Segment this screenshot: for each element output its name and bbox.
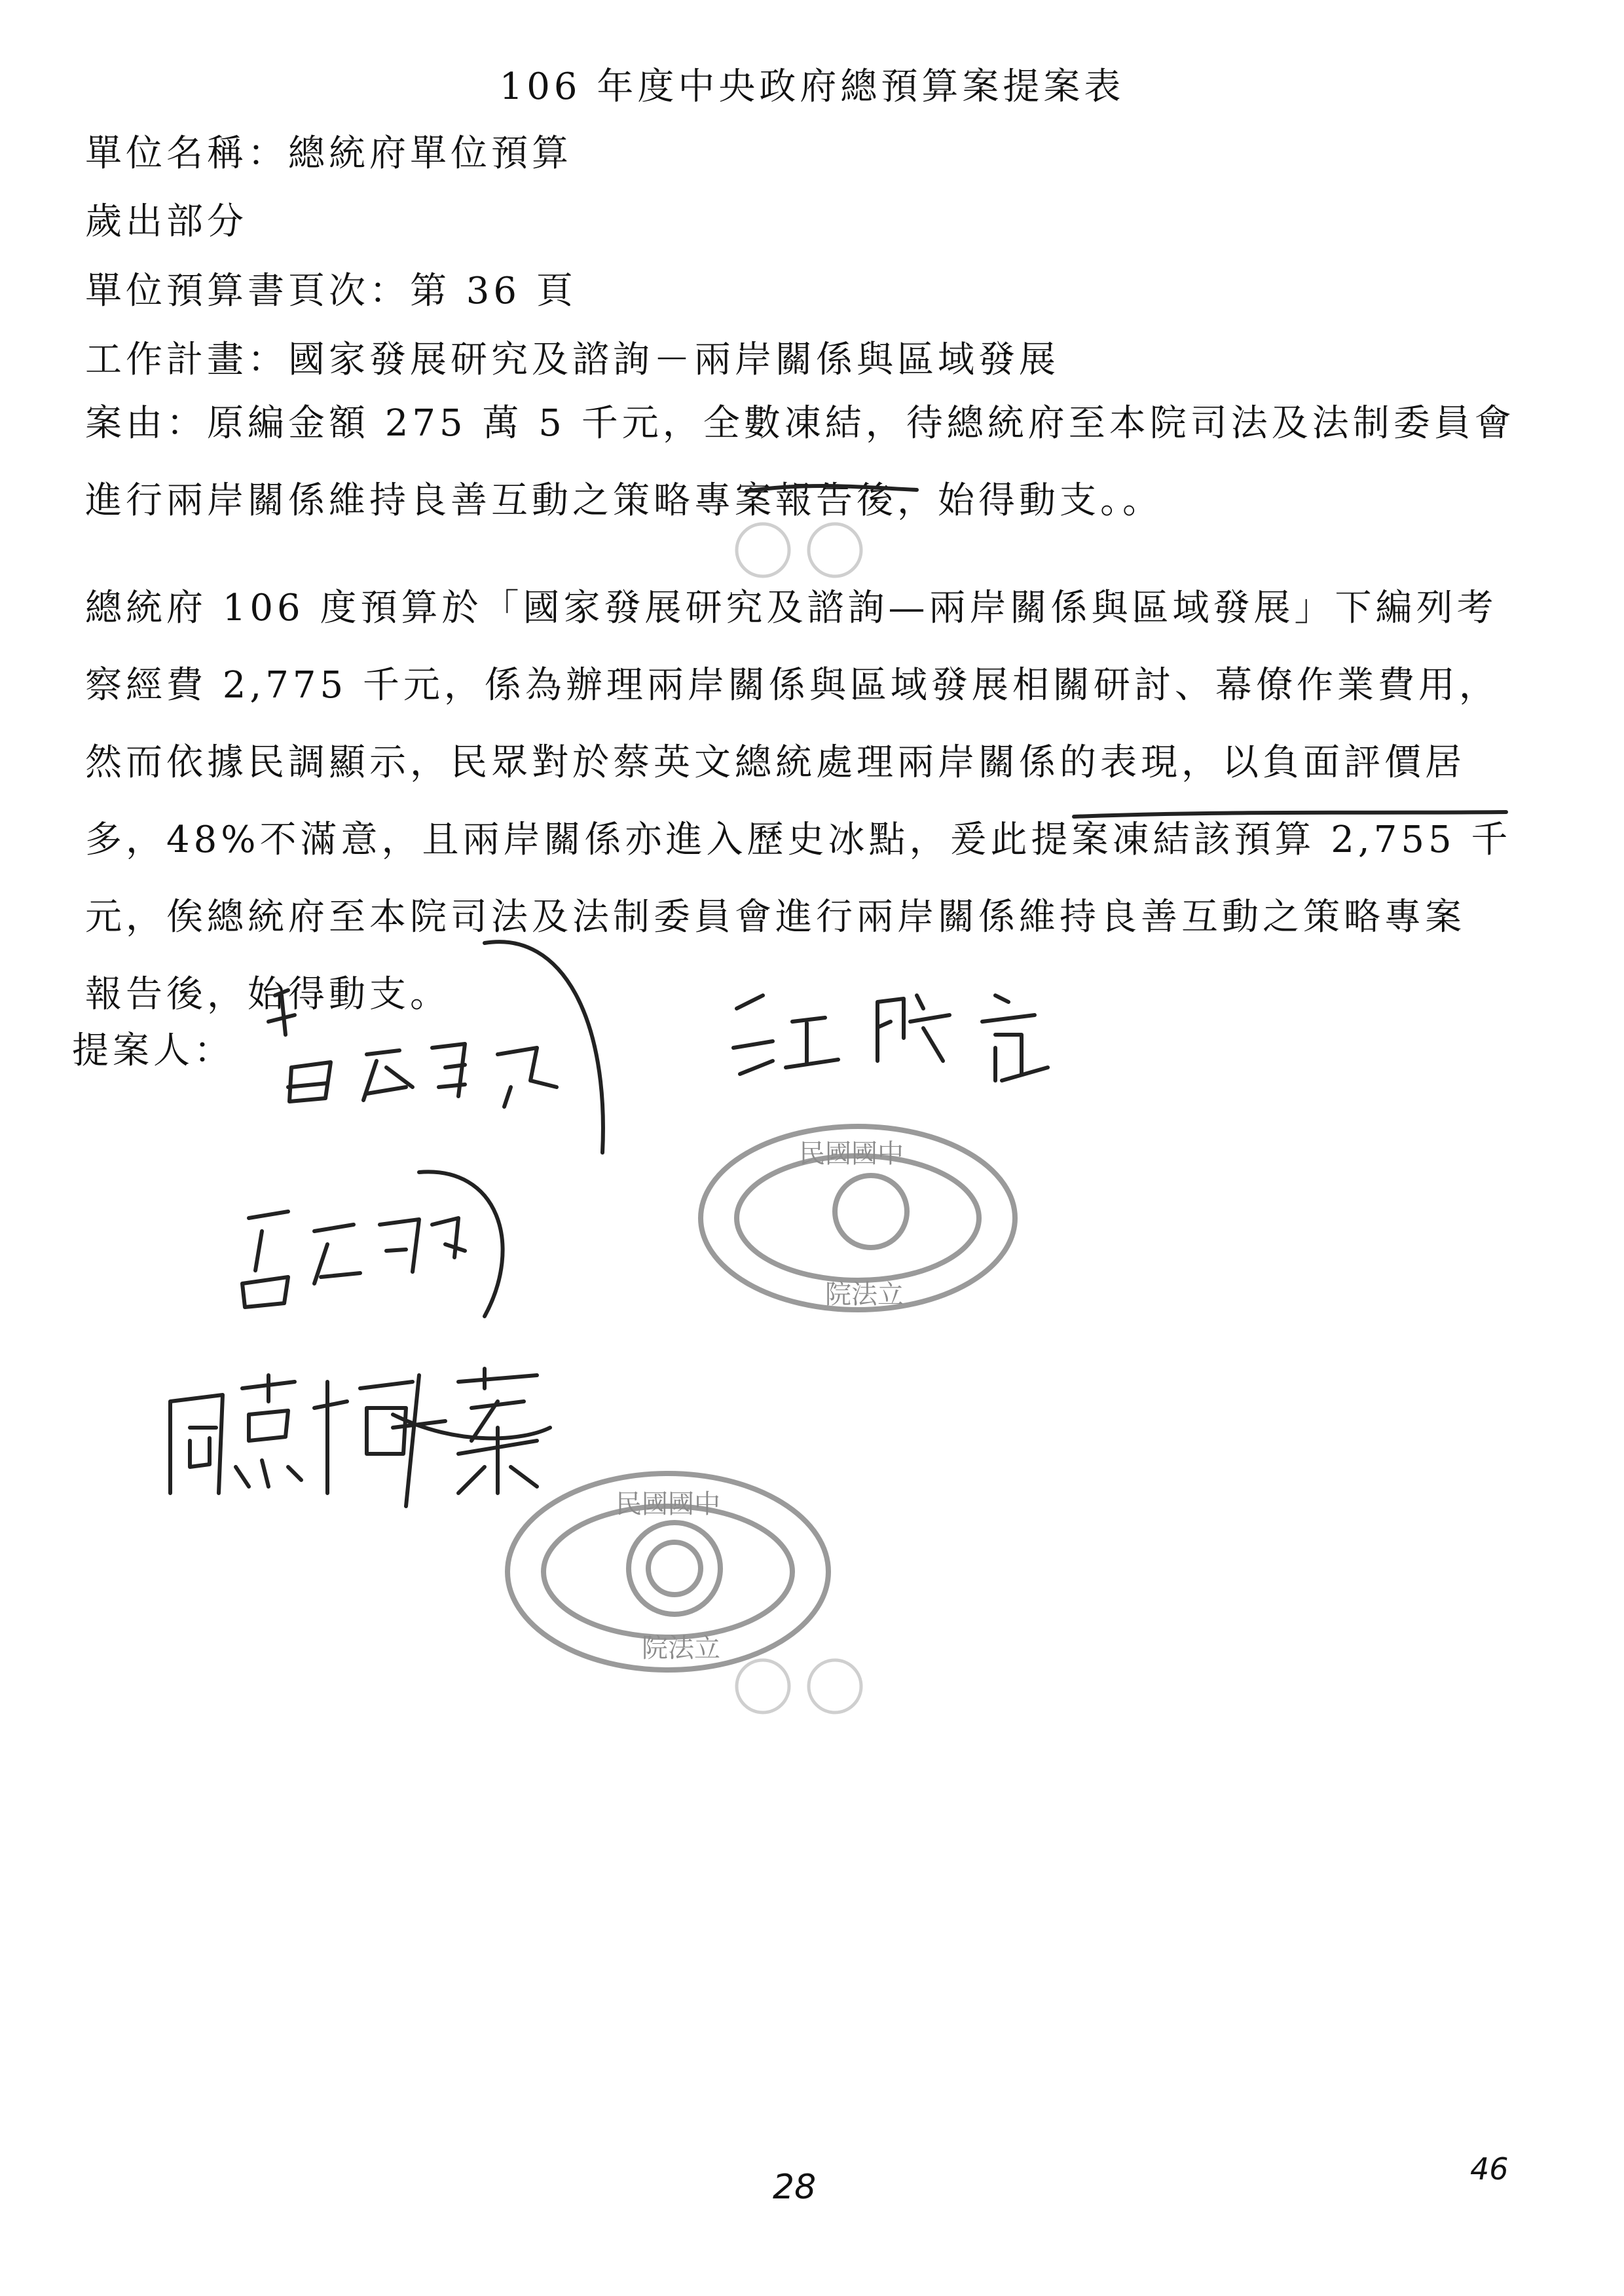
signature-1 [268,942,603,1153]
seal-bottom-text: 院法立 [825,1280,904,1310]
underline-mark [747,486,917,491]
body-line: 然而依據民調顯示，民眾對於蔡英文總統處理兩岸關係的表現，以負面評價居 [85,741,1466,784]
watermark-top [737,524,861,576]
signature-2 [733,995,1048,1081]
underline-mark [1074,812,1506,817]
section-label: 歲出部分 [85,200,248,243]
seal-top-text: 民國國中 [799,1139,904,1169]
document-title: 106 年度中央政府總預算案提案表 [499,65,1125,108]
unit-name: 單位名稱：總統府單位預算 [85,132,572,175]
official-seal [701,1126,1015,1310]
seal-bottom-text: 院法立 [642,1633,720,1663]
signature-4 [170,1369,550,1506]
body-line: 多，48%不滿意，且兩岸關係亦進入歷史冰點，爰此提案凍結該預算 2,755 千 [85,819,1512,861]
official-seal [507,1473,828,1670]
handwritten-corner-mark: 46 [1470,2151,1509,2187]
body-line: 元，俟總統府至本院司法及法制委員會進行兩岸關係維持良善互動之策略專案 [85,896,1466,938]
seal-top-text: 民國國中 [616,1489,720,1519]
reason-line: 案由：原編金額 275 萬 5 千元，全數凍結，待總統府至本院司法及法制委員會 [85,402,1515,445]
watermark-bottom [737,1660,861,1713]
proposer-label: 提案人： [72,1029,234,1072]
reason-line: 進行兩岸關係維持良善互動之策略專案報告後，始得動支。。 [85,479,1163,522]
signature-3 [242,1172,503,1316]
body-line: 總統府 106 度預算於「國家發展研究及諮詢—兩岸關係與區域發展」下編列考 [85,587,1498,629]
work-plan: 工作計畫：國家發展研究及諮詢－兩岸關係與區域發展 [85,339,1060,381]
body-line: 察經費 2,775 千元，係為辦理兩岸關係與區域發展相關研討、幕僚作業費用， [85,664,1500,707]
body-line: 報告後，始得動支。 [85,973,451,1016]
budget-page: 單位預算書頁次：第 36 頁 [85,270,577,312]
handwritten-page-number: 28 [773,2168,817,2207]
